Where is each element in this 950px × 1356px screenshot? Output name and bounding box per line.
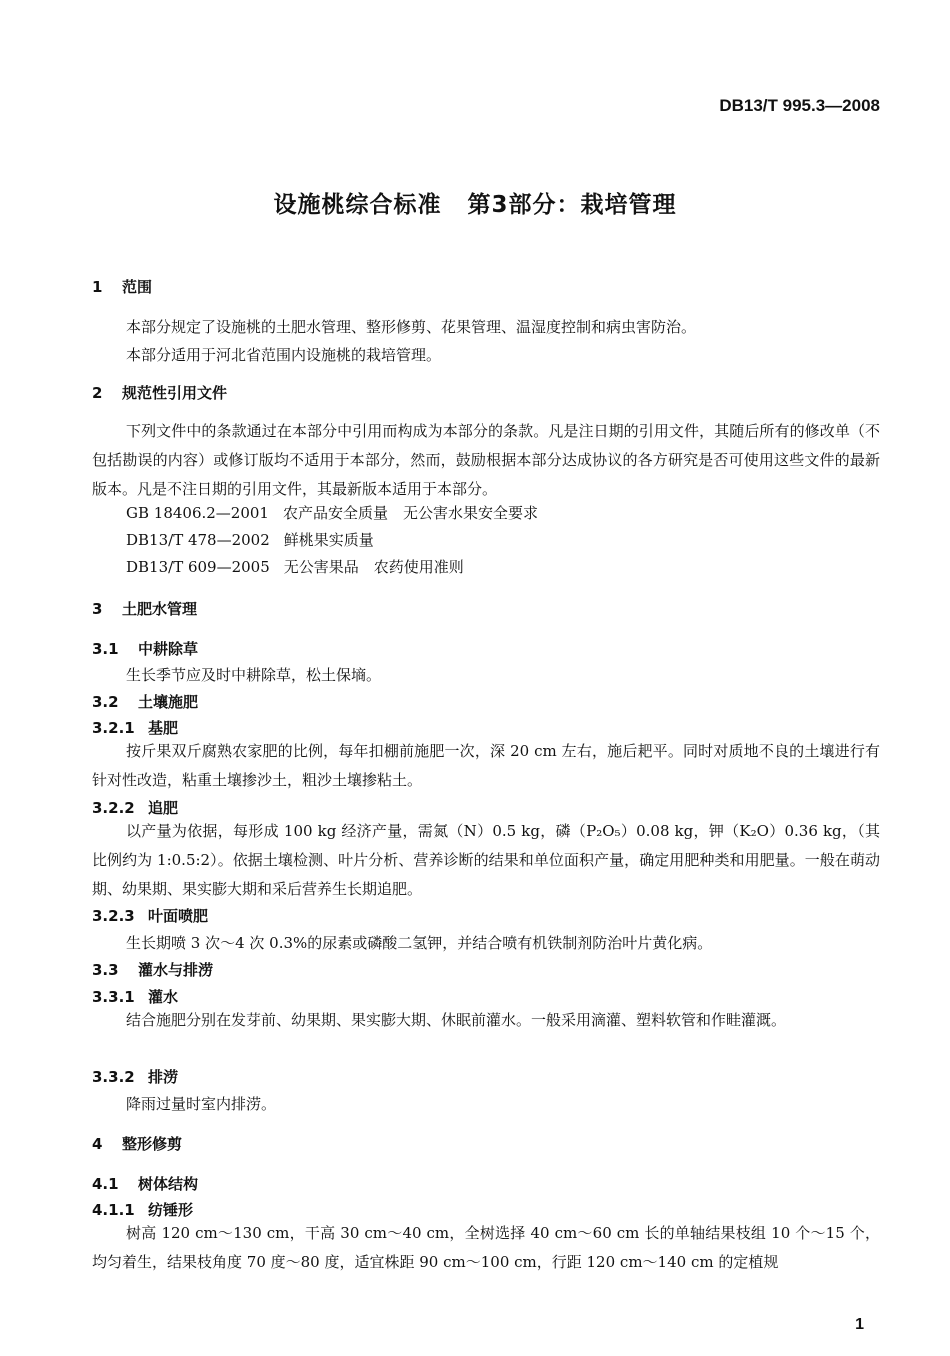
section-2-paragraph: 下列文件中的条款通过在本部分中引用而构成为本部分的条款。凡是注日期的引用文件，其随后所有的修改单（不包括勘误的内容）或修订版均不适用于本部分，然而，鼓励根据本部分达成协议的各方研究是否可使用这些文件的最新版本。凡是不注日期的引用文件，其最新版本适用于本部分。: [92, 422, 880, 498]
section-3-3-2-paragraph: 降雨过量时室内排涝。: [126, 1095, 277, 1113]
section-3-1-heading: 3.1 中耕除草: [92, 640, 199, 658]
title-part2: 第3部分：栽培管理: [467, 192, 677, 218]
page-number: 1: [855, 1316, 864, 1333]
section-3-2-1-heading: 3.2.1 基肥: [92, 719, 179, 737]
section-3-3-2-heading: 3.3.2 排涝: [92, 1068, 179, 1086]
section-3-1-paragraph: 生长季节应及时中耕除草，松土保墒。: [126, 666, 382, 684]
page-title: [0, 186, 950, 219]
section-1-paragraph-1: 本部分规定了设施桃的土肥水管理、整形修剪、花果管理、温湿度控制和病虫害防治。: [126, 318, 697, 336]
section-1-heading: 1 范围: [92, 278, 153, 296]
section-3-2-3-heading: 3.2.3 叶面喷肥: [92, 907, 209, 925]
reference-item: DB13/T 609—2005 无公害果品 农药使用准则: [126, 558, 464, 576]
reference-item: GB 18406.2—2001 农产品安全质量 无公害水果安全要求: [126, 504, 538, 522]
section-3-3-heading: 3.3 灌水与排涝: [92, 961, 214, 979]
section-1-paragraph-2: 本部分适用于河北省范围内设施桃的栽培管理。: [126, 346, 442, 364]
title-part1: 设施桃综合标准: [273, 192, 442, 218]
section-3-2-2-heading: 3.2.2 追肥: [92, 799, 179, 817]
section-4-heading: 4 整形修剪: [92, 1135, 183, 1153]
section-4-1-1-heading: 4.1.1 纺锤形: [92, 1201, 194, 1219]
reference-item: DB13/T 478—2002 鲜桃果实质量: [126, 531, 374, 549]
section-4-1-1-paragraph: 树高 120 cm～130 cm，干高 30 cm～40 cm，全树选择 40 cm～60 cm 长的单轴结果枝组 10 个～15 个，均匀着生，结果枝角度 70 度～80 度，适宜株距 90 cm～100 cm，行距 120 cm～140 cm 的定植规: [92, 1224, 880, 1271]
section-3-2-1-paragraph: 按斤果双斤腐熟农家肥的比例，每年扣棚前施肥一次，深 20 cm 左右，施后耙平。同时对质地不良的土壤进行有针对性改造，粘重土壤掺沙土，粗沙土壤掺粘土。: [92, 742, 880, 789]
section-3-2-2-paragraph: 以产量为依据，每形成 100 kg 经济产量，需氮（N）0.5 kg，磷（P₂O₅）0.08 kg，钾（K₂O）0.36 kg，（其比例约为 1:0.5:2）。依据土壤检测、叶片分析、营养诊断的结果和单位面积产量，确定用肥种类和用肥量。一般在萌动期、幼果期、果实膨大期和采后营养生长期追肥。: [92, 822, 880, 898]
section-3-heading: 3 土肥水管理: [92, 600, 198, 618]
section-3-3-1-paragraph: 结合施肥分别在发芽前、幼果期、果实膨大期、休眠前灌水。一般采用滴灌、塑料软管和作畦灌溉。: [126, 1011, 787, 1029]
section-2-heading: 2 规范性引用文件: [92, 384, 228, 402]
section-3-2-3-paragraph: 生长期喷 3 次～4 次 0.3%的尿素或磷酸二氢钾，并结合喷有机铁制剂防治叶片黄化病。: [126, 934, 713, 952]
section-4-1-heading: 4.1 树体结构: [92, 1175, 199, 1193]
section-3-3-1-heading: 3.3.1 灌水: [92, 988, 179, 1006]
section-3-2-heading: 3.2 土壤施肥: [92, 693, 199, 711]
standard-code: DB13/T 995.3—2008: [719, 96, 880, 115]
